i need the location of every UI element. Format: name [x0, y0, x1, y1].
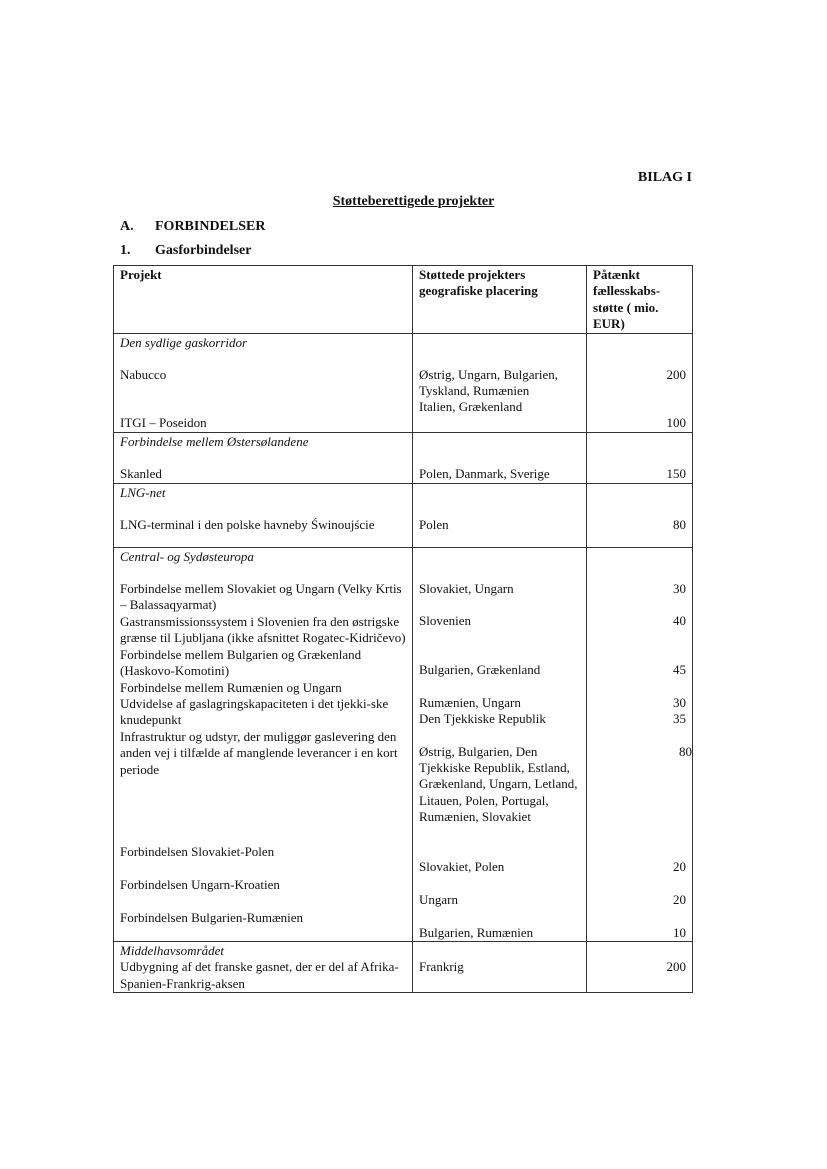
project-amount: 100 — [666, 415, 686, 431]
header-support: Påtænkt fællesskabs-støtte ( mio. EUR) — [587, 266, 693, 334]
project-name: Forbindelse mellem Slovakiet og Ungarn (Velky Krtis – Balassaqyarmat) — [120, 581, 402, 613]
table-group-row — [114, 432, 693, 483]
project-amount: 35 — [673, 710, 686, 726]
project-location: Bulgarien, Grækenland — [419, 661, 541, 677]
project-amount: 200 — [666, 366, 686, 382]
project-amount: 30 — [673, 580, 686, 596]
header-project: Projekt — [114, 266, 413, 334]
table-group-row — [114, 333, 693, 432]
table-group-row — [114, 483, 693, 547]
project-location: Slovenien — [419, 612, 471, 628]
project-amount: 10 — [673, 924, 686, 940]
project-amount: 20 — [673, 891, 686, 907]
project-amount: 80 — [673, 516, 686, 532]
subsection-number: 1. — [120, 243, 131, 258]
project-name: Forbindelsen Bulgarien-Rumænien — [120, 909, 304, 925]
projects-table — [113, 265, 693, 993]
project-name: Udbygning af det franske gasnet, der er del af Afrika-Spanien-Frankrig-aksen — [120, 959, 399, 991]
annex-label: BILAG I — [637, 170, 692, 185]
project-location: Italien, Grækenland — [419, 398, 523, 414]
group-name: Forbindelse mellem Østersølandene — [120, 433, 309, 449]
project-amount: 30 — [673, 694, 686, 710]
subsection-name: Gasforbindelser — [155, 243, 252, 258]
project-amount: 45 — [673, 661, 686, 677]
project-amount: 20 — [673, 858, 686, 874]
project-name: Skanled — [120, 466, 162, 482]
project-name: LNG-terminal i den polske havneby Świnoujście — [120, 517, 375, 533]
group-name: Middelhavsområdet — [120, 943, 224, 959]
project-name: Gastransmissionssystem i Slovenien fra den østrigske grænse til Ljubljana (ikke afsnittet Rogatec-Kidričevo) — [120, 613, 406, 646]
project-amount: 200 — [666, 959, 686, 975]
subsection-heading — [120, 243, 251, 259]
group-name: LNG-net — [120, 484, 166, 500]
project-name: Forbindelse mellem Bulgarien og Grækenland (Haskovo-Komotini) — [120, 646, 362, 679]
project-name: Udvidelse af gaslagringskapaciteten i det tjekki-ske knudepunkt — [120, 695, 389, 728]
project-name: Forbindelsen Ungarn-Kroatien — [120, 876, 280, 892]
project-location: Polen, Danmark, Sverige — [419, 465, 550, 481]
header-location: Støttede projekters geografiske placering — [413, 266, 587, 334]
project-location: Østrig, Bulgarien, Den Tjekkiske Republik, Estland, Grækenland, Ungarn, Letland, Litauen, Polen, Portugal, Rumænien, Slovakiet — [419, 743, 578, 825]
project-location: Polen — [419, 516, 449, 532]
project-location: Bulgarien, Rumænien — [419, 924, 534, 940]
project-location: Rumænien, Ungarn — [419, 694, 521, 710]
section-letter: A. — [120, 219, 134, 234]
group-name: Den sydlige gaskorridor — [120, 334, 248, 350]
project-name: Infrastruktur og udstyr, der muliggør gaslevering den anden vej i tilfælde af manglende leverancer i en kort periode — [120, 728, 398, 777]
section-name: FORBINDELSER — [155, 219, 266, 234]
project-name: Forbindelse mellem Rumænien og Ungarn — [120, 679, 342, 695]
project-amount: 40 — [673, 612, 686, 628]
table-group-row — [114, 547, 693, 941]
project-location: Ungarn — [419, 891, 458, 907]
project-name: Forbindelsen Slovakiet-Polen — [120, 843, 275, 859]
project-location: Den Tjekkiske Republik — [419, 710, 546, 726]
table-header-row — [114, 266, 693, 334]
project-amount: 150 — [666, 465, 686, 481]
project-amount: 80 — [679, 743, 692, 759]
table-group-row — [114, 942, 693, 993]
group-name: Central- og Sydøsteuropa — [120, 548, 254, 564]
document-title: Støtteberettigede projekter — [332, 194, 495, 209]
section-heading — [120, 219, 265, 235]
project-location: Slovakiet, Polen — [419, 858, 505, 874]
project-location: Østrig, Ungarn, Bulgarien, Tyskland, Rumænien — [419, 366, 559, 399]
project-name: ITGI – Poseidon — [120, 415, 207, 431]
project-name: Nabucco — [120, 367, 167, 383]
project-location: Frankrig — [419, 959, 464, 975]
project-location: Slovakiet, Ungarn — [419, 580, 514, 596]
